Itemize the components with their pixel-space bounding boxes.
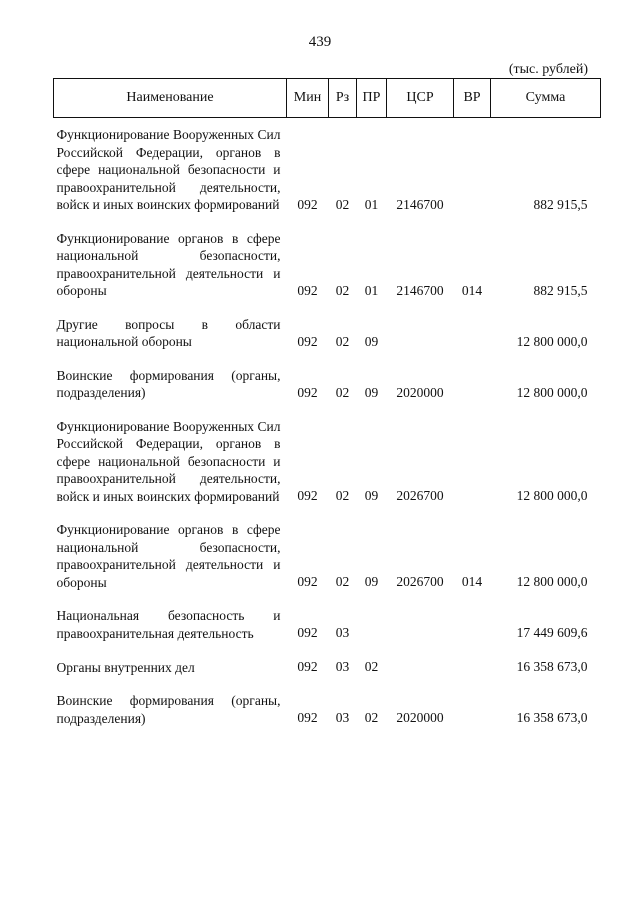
units-note: (тыс. рублей) (508, 62, 588, 77)
row-spacer (54, 118, 601, 127)
budget-table (53, 78, 601, 727)
row-vr: 014 (461, 574, 483, 589)
table-row (54, 316, 601, 351)
row-vr: 014 (461, 282, 483, 298)
row-spacer-cell (54, 351, 601, 367)
row-csr (387, 658, 454, 676)
row-vr (454, 316, 491, 351)
header-pr: ПР (357, 79, 387, 118)
row-name: Функционирование органов в сфере национальной безопасности, правоохранительной деятельности и обороны (56, 522, 281, 590)
row-spacer (54, 351, 601, 367)
row-sum: 16 358 673,0 (516, 659, 588, 674)
table-row (54, 692, 601, 727)
table-row (54, 607, 601, 642)
row-name: Воинские формирования (органы, подразделения) (56, 693, 281, 726)
row-name: Другие вопросы в области национальной обороны (56, 316, 281, 349)
header-sum: Сумма (491, 79, 601, 118)
row-csr: 2026700 (396, 574, 444, 589)
row-pr: 01 (364, 196, 379, 212)
table-header-row (54, 79, 601, 118)
row-pr: 09 (364, 574, 379, 589)
row-name: Функционирование Вооруженных Сил Российской Федерации, органов в сфере национальной безопасности и правоохранительной деятельности, войск и иных воинских формирований (56, 127, 281, 212)
header-csr: ЦСР (387, 79, 454, 118)
row-name: Органы внутренних дел (56, 659, 195, 675)
row-pr: 02 (364, 659, 379, 674)
row-spacer-cell (54, 118, 601, 127)
row-min: 092 (297, 625, 318, 640)
row-rz: 03 (335, 710, 350, 725)
row-vr (454, 658, 491, 676)
table-body (54, 118, 601, 728)
row-sum: 882 915,5 (533, 196, 588, 212)
row-min: 092 (297, 659, 318, 674)
row-csr: 2020000 (396, 384, 444, 400)
row-spacer-cell (54, 214, 601, 230)
table-row (54, 658, 601, 676)
row-spacer (54, 300, 601, 316)
row-name: Функционирование органов в сфере национальной безопасности, правоохранительной деятельности и обороны (56, 230, 281, 298)
row-spacer-cell (54, 505, 601, 521)
row-rz: 02 (335, 384, 350, 400)
row-min: 092 (297, 488, 318, 503)
row-pr (357, 607, 387, 642)
row-min: 092 (297, 282, 318, 298)
row-rz: 02 (335, 282, 350, 298)
row-min: 092 (297, 196, 318, 212)
row-csr (387, 316, 454, 351)
row-name: Национальная безопасность и правоохранительная деятельность (56, 608, 281, 641)
row-pr: 01 (364, 282, 379, 298)
row-sum: 12 800 000,0 (516, 574, 588, 589)
row-rz: 03 (335, 625, 350, 640)
row-spacer-cell (54, 642, 601, 658)
row-spacer-cell (54, 676, 601, 692)
row-rz: 02 (335, 196, 350, 212)
row-vr (454, 126, 491, 214)
table-row (54, 230, 601, 300)
row-min: 092 (297, 710, 318, 725)
header-vr: ВР (454, 79, 491, 118)
row-spacer-cell (54, 300, 601, 316)
row-spacer (54, 642, 601, 658)
page-number: 439 (308, 34, 332, 50)
row-spacer (54, 591, 601, 607)
row-sum: 17 449 609,6 (516, 625, 588, 640)
row-spacer (54, 214, 601, 230)
row-min: 092 (297, 333, 318, 349)
row-pr: 09 (364, 333, 379, 349)
row-sum: 12 800 000,0 (516, 488, 588, 503)
header-min: Мин (287, 79, 329, 118)
row-sum: 16 358 673,0 (516, 710, 588, 725)
header-rz: Рз (329, 79, 357, 118)
row-csr: 2026700 (396, 488, 444, 503)
table-row (54, 367, 601, 402)
row-rz: 02 (335, 333, 350, 349)
row-sum: 12 800 000,0 (516, 384, 588, 400)
row-name: Функционирование Вооруженных Сил Российской Федерации, органов в сфере национальной безопасности и правоохранительной деятельности, войск и иных воинских формирований (56, 418, 281, 504)
row-csr: 2146700 (396, 282, 444, 298)
row-pr: 02 (364, 710, 379, 725)
row-rz: 03 (335, 659, 350, 674)
table-row (54, 126, 601, 214)
row-min: 092 (297, 384, 318, 400)
row-csr: 2020000 (396, 710, 444, 725)
table-row (54, 418, 601, 506)
row-rz: 02 (335, 488, 350, 503)
row-csr (387, 607, 454, 642)
row-vr (454, 692, 491, 727)
row-sum: 882 915,5 (533, 282, 588, 298)
header-name: Наименование (54, 79, 287, 118)
row-csr: 2146700 (396, 196, 444, 212)
row-spacer-cell (54, 591, 601, 607)
row-pr: 09 (364, 488, 379, 503)
row-vr (454, 607, 491, 642)
row-sum: 12 800 000,0 (516, 333, 588, 349)
row-min: 092 (297, 574, 318, 589)
table-row (54, 521, 601, 591)
row-pr: 09 (364, 384, 379, 400)
row-rz: 02 (335, 574, 350, 589)
row-spacer-cell (54, 402, 601, 418)
row-vr (454, 367, 491, 402)
row-vr (454, 418, 491, 506)
row-spacer (54, 505, 601, 521)
row-spacer (54, 402, 601, 418)
row-spacer (54, 676, 601, 692)
row-name: Воинские формирования (органы, подразделения) (56, 367, 281, 400)
